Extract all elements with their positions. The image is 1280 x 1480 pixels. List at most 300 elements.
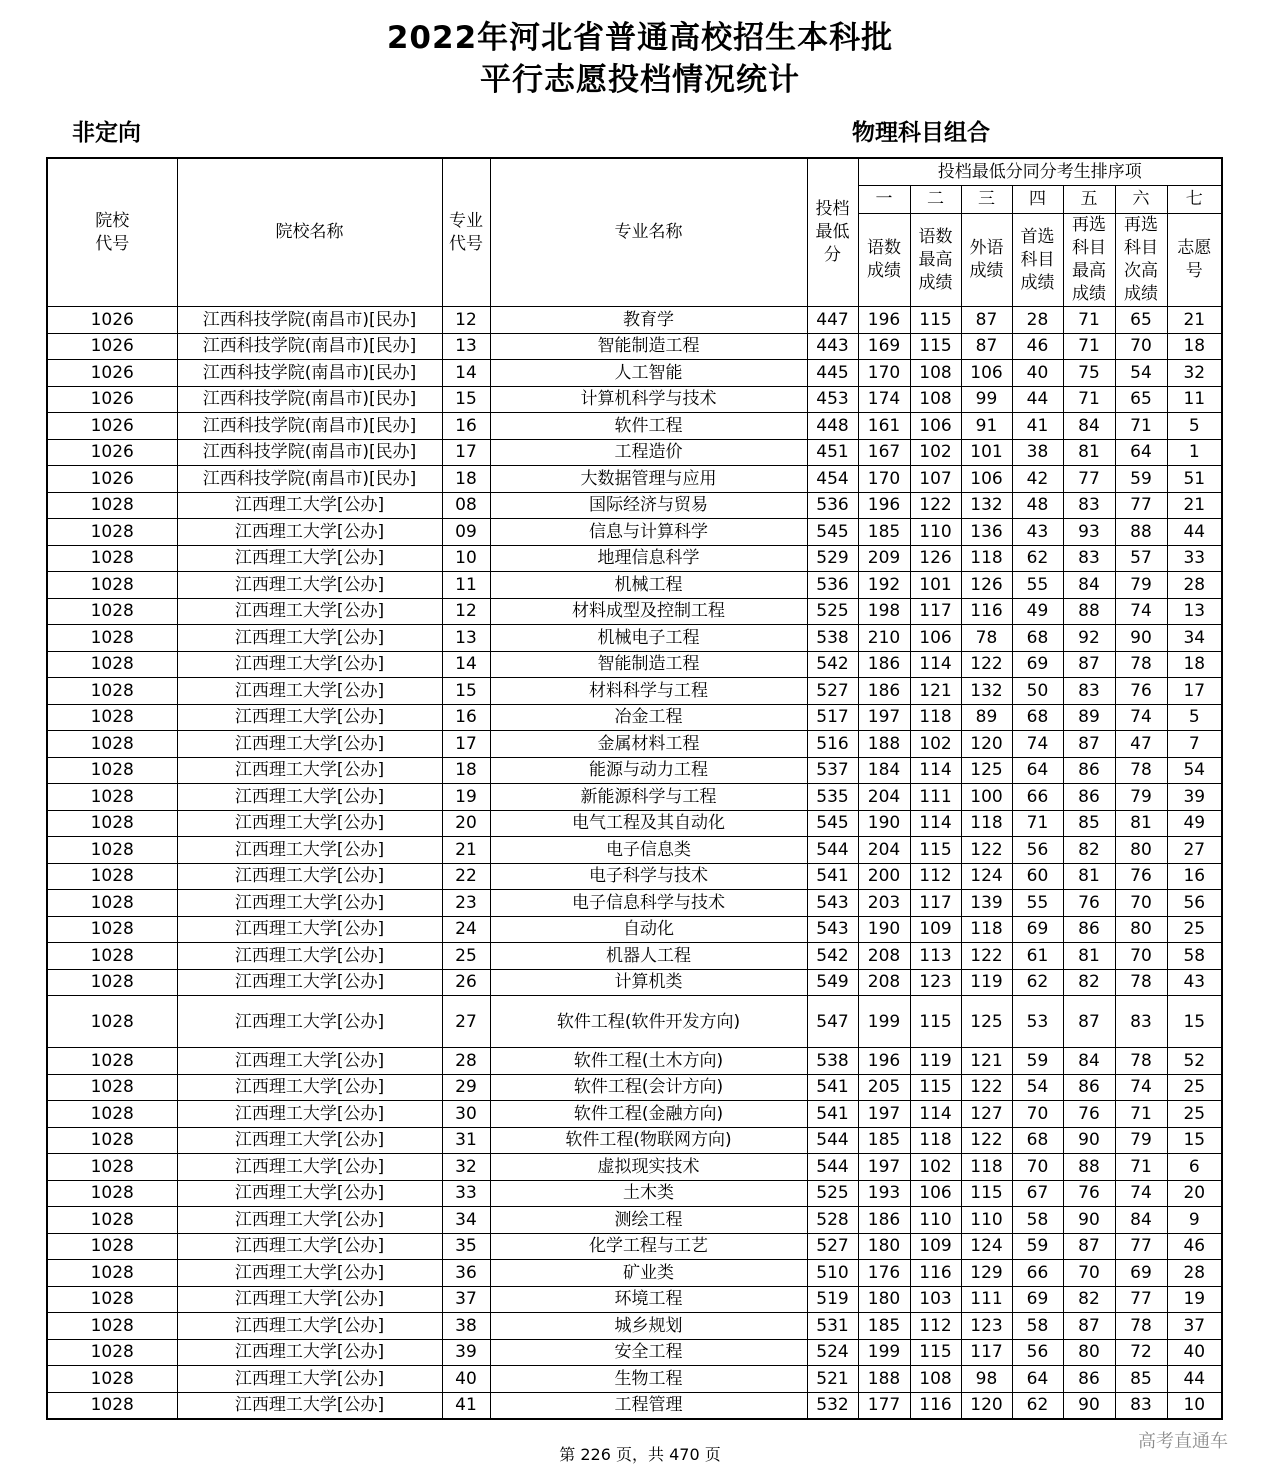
cell-foreign-lang: 122 <box>961 1074 1012 1101</box>
cell-chinese-math-max: 107 <box>910 466 961 493</box>
cell-major-code: 23 <box>442 890 490 917</box>
cell-foreign-lang: 115 <box>961 1180 1012 1207</box>
cell-chinese-math-max: 108 <box>910 360 961 387</box>
cell-chinese-math: 199 <box>858 996 910 1048</box>
cell-chinese-math-max: 106 <box>910 413 961 440</box>
cell-chinese-math: 198 <box>858 598 910 625</box>
cell-school-name: 江西理工大学[公办] <box>177 678 442 705</box>
cell-school-name: 江西理工大学[公办] <box>177 1154 442 1181</box>
cell-school-code: 1028 <box>47 1392 177 1419</box>
cell-min-score: 541 <box>807 863 858 890</box>
header-item-5: 再选科目最高成绩 <box>1063 214 1115 307</box>
cell-preference-no: 25 <box>1167 1074 1222 1101</box>
cell-elective-second: 70 <box>1115 890 1167 917</box>
cell-primary-subject: 53 <box>1012 996 1063 1048</box>
cell-elective-second: 83 <box>1115 996 1167 1048</box>
cell-chinese-math-max: 119 <box>910 1048 961 1075</box>
cell-elective-second: 74 <box>1115 1180 1167 1207</box>
cell-chinese-math: 204 <box>858 784 910 811</box>
cell-chinese-math: 196 <box>858 492 910 519</box>
cell-chinese-math: 169 <box>858 333 910 360</box>
cell-major-name: 软件工程 <box>490 413 807 440</box>
cell-preference-no: 33 <box>1167 545 1222 572</box>
cell-foreign-lang: 124 <box>961 863 1012 890</box>
cell-elective-second: 78 <box>1115 651 1167 678</box>
cell-major-code: 31 <box>442 1127 490 1154</box>
cell-preference-no: 5 <box>1167 704 1222 731</box>
cell-chinese-math-max: 109 <box>910 1233 961 1260</box>
table-row <box>47 333 1222 360</box>
cell-major-name: 软件工程(物联网方向) <box>490 1127 807 1154</box>
cell-chinese-math-max: 115 <box>910 1339 961 1366</box>
cell-elective-max: 90 <box>1063 1392 1115 1419</box>
table-row <box>47 572 1222 599</box>
cell-major-name: 安全工程 <box>490 1339 807 1366</box>
cell-chinese-math-max: 115 <box>910 837 961 864</box>
cell-elective-second: 88 <box>1115 519 1167 546</box>
cell-primary-subject: 74 <box>1012 731 1063 758</box>
cell-major-code: 17 <box>442 731 490 758</box>
cell-primary-subject: 40 <box>1012 360 1063 387</box>
cell-foreign-lang: 78 <box>961 625 1012 652</box>
cell-major-name: 环境工程 <box>490 1286 807 1313</box>
table-row <box>47 1074 1222 1101</box>
cell-chinese-math: 185 <box>858 1127 910 1154</box>
cell-chinese-math-max: 106 <box>910 1180 961 1207</box>
cell-preference-no: 27 <box>1167 837 1222 864</box>
cell-primary-subject: 66 <box>1012 1260 1063 1287</box>
cell-school-name: 江西理工大学[公办] <box>177 1260 442 1287</box>
cell-chinese-math: 205 <box>858 1074 910 1101</box>
cell-elective-max: 82 <box>1063 1286 1115 1313</box>
cell-school-code: 1026 <box>47 466 177 493</box>
cell-min-score: 544 <box>807 1154 858 1181</box>
cell-major-name: 智能制造工程 <box>490 333 807 360</box>
header-item-6: 再选科目次高成绩 <box>1115 214 1167 307</box>
cell-min-score: 532 <box>807 1392 858 1419</box>
cell-major-name: 计算机类 <box>490 969 807 996</box>
cell-elective-second: 85 <box>1115 1366 1167 1393</box>
cell-elective-max: 87 <box>1063 1313 1115 1340</box>
cell-chinese-math: 197 <box>858 704 910 731</box>
cell-foreign-lang: 111 <box>961 1286 1012 1313</box>
cell-preference-no: 18 <box>1167 333 1222 360</box>
cell-foreign-lang: 122 <box>961 943 1012 970</box>
cell-elective-max: 82 <box>1063 837 1115 864</box>
cell-school-name: 江西科技学院(南昌市)[民办] <box>177 466 442 493</box>
cell-foreign-lang: 132 <box>961 678 1012 705</box>
cell-school-code: 1026 <box>47 386 177 413</box>
cell-major-name: 虚拟现实技术 <box>490 1154 807 1181</box>
cell-elective-max: 92 <box>1063 625 1115 652</box>
cell-major-code: 34 <box>442 1207 490 1234</box>
cell-foreign-lang: 122 <box>961 837 1012 864</box>
cell-chinese-math-max: 110 <box>910 1207 961 1234</box>
cell-chinese-math-max: 109 <box>910 916 961 943</box>
cell-foreign-lang: 106 <box>961 360 1012 387</box>
cell-elective-second: 69 <box>1115 1260 1167 1287</box>
cell-major-name: 计算机科学与技术 <box>490 386 807 413</box>
table-row <box>47 784 1222 811</box>
cell-major-name: 软件工程(金融方向) <box>490 1101 807 1128</box>
cell-elective-second: 64 <box>1115 439 1167 466</box>
cell-elective-max: 70 <box>1063 1260 1115 1287</box>
cell-foreign-lang: 98 <box>961 1366 1012 1393</box>
cell-primary-subject: 41 <box>1012 413 1063 440</box>
cell-elective-second: 80 <box>1115 916 1167 943</box>
cell-major-name: 冶金工程 <box>490 704 807 731</box>
cell-major-name: 信息与计算科学 <box>490 519 807 546</box>
cell-major-code: 09 <box>442 519 490 546</box>
cell-primary-subject: 61 <box>1012 943 1063 970</box>
cell-preference-no: 28 <box>1167 572 1222 599</box>
cell-preference-no: 34 <box>1167 625 1222 652</box>
cell-primary-subject: 59 <box>1012 1233 1063 1260</box>
cell-school-code: 1028 <box>47 1127 177 1154</box>
cell-major-name: 软件工程(土木方向) <box>490 1048 807 1075</box>
cell-preference-no: 44 <box>1167 1366 1222 1393</box>
cell-major-name: 大数据管理与应用 <box>490 466 807 493</box>
cell-school-code: 1028 <box>47 1260 177 1287</box>
cell-min-score: 527 <box>807 678 858 705</box>
cell-preference-no: 19 <box>1167 1286 1222 1313</box>
cell-min-score: 545 <box>807 519 858 546</box>
cell-school-name: 江西理工大学[公办] <box>177 1048 442 1075</box>
cell-school-code: 1028 <box>47 784 177 811</box>
cell-chinese-math: 200 <box>858 863 910 890</box>
cell-major-code: 22 <box>442 863 490 890</box>
cell-elective-max: 88 <box>1063 1154 1115 1181</box>
cell-major-code: 16 <box>442 413 490 440</box>
cell-major-name: 土木类 <box>490 1180 807 1207</box>
cell-elective-second: 77 <box>1115 1286 1167 1313</box>
cell-elective-second: 84 <box>1115 1207 1167 1234</box>
cell-min-score: 525 <box>807 598 858 625</box>
cell-elective-second: 71 <box>1115 1101 1167 1128</box>
cell-chinese-math: 209 <box>858 545 910 572</box>
cell-school-name: 江西理工大学[公办] <box>177 837 442 864</box>
cell-elective-second: 76 <box>1115 863 1167 890</box>
table-row <box>47 1339 1222 1366</box>
cell-elective-second: 70 <box>1115 333 1167 360</box>
cell-school-name: 江西理工大学[公办] <box>177 1286 442 1313</box>
cell-major-code: 33 <box>442 1180 490 1207</box>
table-row <box>47 1127 1222 1154</box>
table-row <box>47 704 1222 731</box>
cell-elective-max: 83 <box>1063 678 1115 705</box>
cell-primary-subject: 68 <box>1012 704 1063 731</box>
cell-elective-second: 77 <box>1115 492 1167 519</box>
cell-foreign-lang: 124 <box>961 1233 1012 1260</box>
cell-foreign-lang: 125 <box>961 996 1012 1048</box>
page-footer: 第 226 页，共 470 页 <box>559 1445 721 1464</box>
cell-school-name: 江西理工大学[公办] <box>177 519 442 546</box>
cell-min-score: 543 <box>807 916 858 943</box>
cell-elective-max: 76 <box>1063 890 1115 917</box>
cell-elective-max: 84 <box>1063 572 1115 599</box>
header-item-1: 语数成绩 <box>858 214 910 307</box>
cell-elective-max: 86 <box>1063 916 1115 943</box>
cell-chinese-math-max: 108 <box>910 1366 961 1393</box>
cell-min-score: 524 <box>807 1339 858 1366</box>
cell-min-score: 547 <box>807 996 858 1048</box>
cell-school-name: 江西理工大学[公办] <box>177 1233 442 1260</box>
cell-major-code: 35 <box>442 1233 490 1260</box>
cell-chinese-math-max: 115 <box>910 1074 961 1101</box>
cell-preference-no: 10 <box>1167 1392 1222 1419</box>
cell-school-name: 江西科技学院(南昌市)[民办] <box>177 386 442 413</box>
cell-major-name: 人工智能 <box>490 360 807 387</box>
cell-school-name: 江西理工大学[公办] <box>177 651 442 678</box>
cell-primary-subject: 56 <box>1012 837 1063 864</box>
cell-min-score: 528 <box>807 1207 858 1234</box>
cell-foreign-lang: 122 <box>961 651 1012 678</box>
cell-preference-no: 43 <box>1167 969 1222 996</box>
cell-primary-subject: 58 <box>1012 1313 1063 1340</box>
cell-preference-no: 39 <box>1167 784 1222 811</box>
cell-min-score: 541 <box>807 1074 858 1101</box>
cell-preference-no: 49 <box>1167 810 1222 837</box>
cell-chinese-math: 193 <box>858 1180 910 1207</box>
cell-major-name: 自动化 <box>490 916 807 943</box>
cell-chinese-math: 190 <box>858 810 910 837</box>
cell-chinese-math: 176 <box>858 1260 910 1287</box>
cell-elective-second: 78 <box>1115 1313 1167 1340</box>
cell-elective-second: 78 <box>1115 1048 1167 1075</box>
cell-school-name: 江西理工大学[公办] <box>177 492 442 519</box>
cell-preference-no: 21 <box>1167 307 1222 334</box>
cell-elective-max: 71 <box>1063 386 1115 413</box>
cell-primary-subject: 42 <box>1012 466 1063 493</box>
header-tie-group: 投档最低分同分考生排序项 <box>858 158 1222 186</box>
table-row <box>47 1366 1222 1393</box>
cell-major-code: 38 <box>442 1313 490 1340</box>
cell-school-name: 江西理工大学[公办] <box>177 625 442 652</box>
cell-min-score: 529 <box>807 545 858 572</box>
cell-foreign-lang: 123 <box>961 1313 1012 1340</box>
cell-elective-max: 86 <box>1063 784 1115 811</box>
table-row <box>47 413 1222 440</box>
cell-preference-no: 11 <box>1167 386 1222 413</box>
cell-chinese-math: 188 <box>858 1366 910 1393</box>
table-row <box>47 1180 1222 1207</box>
cell-school-name: 江西科技学院(南昌市)[民办] <box>177 360 442 387</box>
table-row <box>47 1207 1222 1234</box>
cell-chinese-math: 196 <box>858 307 910 334</box>
cell-chinese-math-max: 116 <box>910 1260 961 1287</box>
cell-elective-max: 76 <box>1063 1101 1115 1128</box>
cell-primary-subject: 71 <box>1012 810 1063 837</box>
cell-school-code: 1028 <box>47 996 177 1048</box>
cell-school-code: 1026 <box>47 439 177 466</box>
cell-primary-subject: 67 <box>1012 1180 1063 1207</box>
cell-school-code: 1028 <box>47 572 177 599</box>
cell-foreign-lang: 118 <box>961 810 1012 837</box>
table-row <box>47 916 1222 943</box>
cell-min-score: 447 <box>807 307 858 334</box>
cell-primary-subject: 68 <box>1012 1127 1063 1154</box>
header-item-3: 外语成绩 <box>961 214 1012 307</box>
cell-chinese-math-max: 117 <box>910 598 961 625</box>
cell-preference-no: 20 <box>1167 1180 1222 1207</box>
cell-school-code: 1028 <box>47 969 177 996</box>
cell-min-score: 538 <box>807 1048 858 1075</box>
cell-min-score: 527 <box>807 1233 858 1260</box>
cell-min-score: 453 <box>807 386 858 413</box>
cell-major-name: 测绘工程 <box>490 1207 807 1234</box>
header-major-name: 专业名称 <box>490 158 807 307</box>
cell-chinese-math: 180 <box>858 1233 910 1260</box>
header-order-3: 三 <box>961 186 1012 214</box>
cell-school-name: 江西理工大学[公办] <box>177 731 442 758</box>
cell-min-score: 454 <box>807 466 858 493</box>
table-row <box>47 969 1222 996</box>
cell-preference-no: 44 <box>1167 519 1222 546</box>
cell-school-code: 1028 <box>47 1233 177 1260</box>
table-row <box>47 651 1222 678</box>
cell-min-score: 542 <box>807 943 858 970</box>
table-row <box>47 678 1222 705</box>
cell-major-code: 41 <box>442 1392 490 1419</box>
cell-school-name: 江西理工大学[公办] <box>177 916 442 943</box>
cell-major-code: 12 <box>442 598 490 625</box>
cell-chinese-math-max: 114 <box>910 757 961 784</box>
cell-min-score: 521 <box>807 1366 858 1393</box>
table-row <box>47 1233 1222 1260</box>
cell-major-code: 14 <box>442 651 490 678</box>
cell-elective-second: 79 <box>1115 1127 1167 1154</box>
cell-elective-max: 90 <box>1063 1207 1115 1234</box>
cell-school-code: 1028 <box>47 625 177 652</box>
cell-elective-second: 70 <box>1115 943 1167 970</box>
cell-major-code: 24 <box>442 916 490 943</box>
cell-chinese-math: 161 <box>858 413 910 440</box>
table-row <box>47 1154 1222 1181</box>
cell-preference-no: 1 <box>1167 439 1222 466</box>
cell-preference-no: 28 <box>1167 1260 1222 1287</box>
cell-foreign-lang: 100 <box>961 784 1012 811</box>
cell-chinese-math: 196 <box>858 1048 910 1075</box>
cell-primary-subject: 58 <box>1012 1207 1063 1234</box>
cell-min-score: 544 <box>807 837 858 864</box>
cell-preference-no: 40 <box>1167 1339 1222 1366</box>
cell-preference-no: 25 <box>1167 916 1222 943</box>
cell-min-score: 443 <box>807 333 858 360</box>
cell-primary-subject: 55 <box>1012 890 1063 917</box>
cell-school-name: 江西理工大学[公办] <box>177 704 442 731</box>
cell-major-code: 19 <box>442 784 490 811</box>
cell-school-name: 江西科技学院(南昌市)[民办] <box>177 413 442 440</box>
cell-elective-max: 90 <box>1063 1127 1115 1154</box>
cell-elective-max: 86 <box>1063 1366 1115 1393</box>
cell-major-name: 智能制造工程 <box>490 651 807 678</box>
cell-elective-second: 81 <box>1115 810 1167 837</box>
cell-preference-no: 25 <box>1167 1101 1222 1128</box>
cell-school-code: 1028 <box>47 731 177 758</box>
cell-foreign-lang: 89 <box>961 704 1012 731</box>
cell-elective-max: 87 <box>1063 731 1115 758</box>
cell-chinese-math: 170 <box>858 360 910 387</box>
cell-elective-second: 78 <box>1115 757 1167 784</box>
cell-chinese-math-max: 111 <box>910 784 961 811</box>
header-order-1: 一 <box>858 186 910 214</box>
cell-major-code: 15 <box>442 678 490 705</box>
cell-min-score: 542 <box>807 651 858 678</box>
cell-chinese-math: 174 <box>858 386 910 413</box>
cell-school-code: 1028 <box>47 492 177 519</box>
cell-school-name: 江西理工大学[公办] <box>177 863 442 890</box>
cell-chinese-math-max: 101 <box>910 572 961 599</box>
cell-primary-subject: 56 <box>1012 1339 1063 1366</box>
cell-preference-no: 6 <box>1167 1154 1222 1181</box>
cell-major-name: 电气工程及其自动化 <box>490 810 807 837</box>
cell-major-name: 电子信息类 <box>490 837 807 864</box>
cell-foreign-lang: 117 <box>961 1339 1012 1366</box>
cell-elective-max: 81 <box>1063 863 1115 890</box>
cell-chinese-math-max: 106 <box>910 625 961 652</box>
cell-chinese-math-max: 113 <box>910 943 961 970</box>
cell-school-name: 江西理工大学[公办] <box>177 943 442 970</box>
cell-foreign-lang: 118 <box>961 916 1012 943</box>
cell-chinese-math-max: 103 <box>910 1286 961 1313</box>
cell-chinese-math: 184 <box>858 757 910 784</box>
cell-chinese-math: 197 <box>858 1154 910 1181</box>
cell-chinese-math: 208 <box>858 969 910 996</box>
cell-chinese-math: 203 <box>858 890 910 917</box>
cell-foreign-lang: 122 <box>961 1127 1012 1154</box>
cell-primary-subject: 69 <box>1012 651 1063 678</box>
cell-preference-no: 46 <box>1167 1233 1222 1260</box>
cell-major-code: 13 <box>442 625 490 652</box>
header-order-4: 四 <box>1012 186 1063 214</box>
table-row <box>47 492 1222 519</box>
cell-preference-no: 13 <box>1167 598 1222 625</box>
cell-major-code: 11 <box>442 572 490 599</box>
cell-elective-second: 57 <box>1115 545 1167 572</box>
cell-major-code: 14 <box>442 360 490 387</box>
cell-chinese-math: 185 <box>858 519 910 546</box>
cell-preference-no: 16 <box>1167 863 1222 890</box>
cell-preference-no: 32 <box>1167 360 1222 387</box>
cell-elective-max: 76 <box>1063 1180 1115 1207</box>
cell-min-score: 517 <box>807 704 858 731</box>
cell-major-name: 电子信息科学与技术 <box>490 890 807 917</box>
cell-chinese-math: 197 <box>858 1101 910 1128</box>
cell-school-name: 江西理工大学[公办] <box>177 1180 442 1207</box>
table-row <box>47 598 1222 625</box>
cell-elective-max: 84 <box>1063 1048 1115 1075</box>
cell-elective-second: 47 <box>1115 731 1167 758</box>
cell-major-name: 教育学 <box>490 307 807 334</box>
page-title: 2022年河北省普通高校招生本科批 <box>386 20 894 56</box>
cell-foreign-lang: 118 <box>961 545 1012 572</box>
cell-min-score: 536 <box>807 492 858 519</box>
cell-primary-subject: 38 <box>1012 439 1063 466</box>
cell-primary-subject: 50 <box>1012 678 1063 705</box>
cell-chinese-math: 180 <box>858 1286 910 1313</box>
cell-major-name: 能源与动力工程 <box>490 757 807 784</box>
cell-school-name: 江西理工大学[公办] <box>177 1101 442 1128</box>
cell-elective-max: 86 <box>1063 1074 1115 1101</box>
cell-major-name: 生物工程 <box>490 1366 807 1393</box>
cell-chinese-math: 210 <box>858 625 910 652</box>
table-row <box>47 810 1222 837</box>
cell-elective-max: 77 <box>1063 466 1115 493</box>
cell-min-score: 525 <box>807 1180 858 1207</box>
cell-chinese-math-max: 102 <box>910 731 961 758</box>
cell-major-code: 32 <box>442 1154 490 1181</box>
cell-chinese-math-max: 122 <box>910 492 961 519</box>
